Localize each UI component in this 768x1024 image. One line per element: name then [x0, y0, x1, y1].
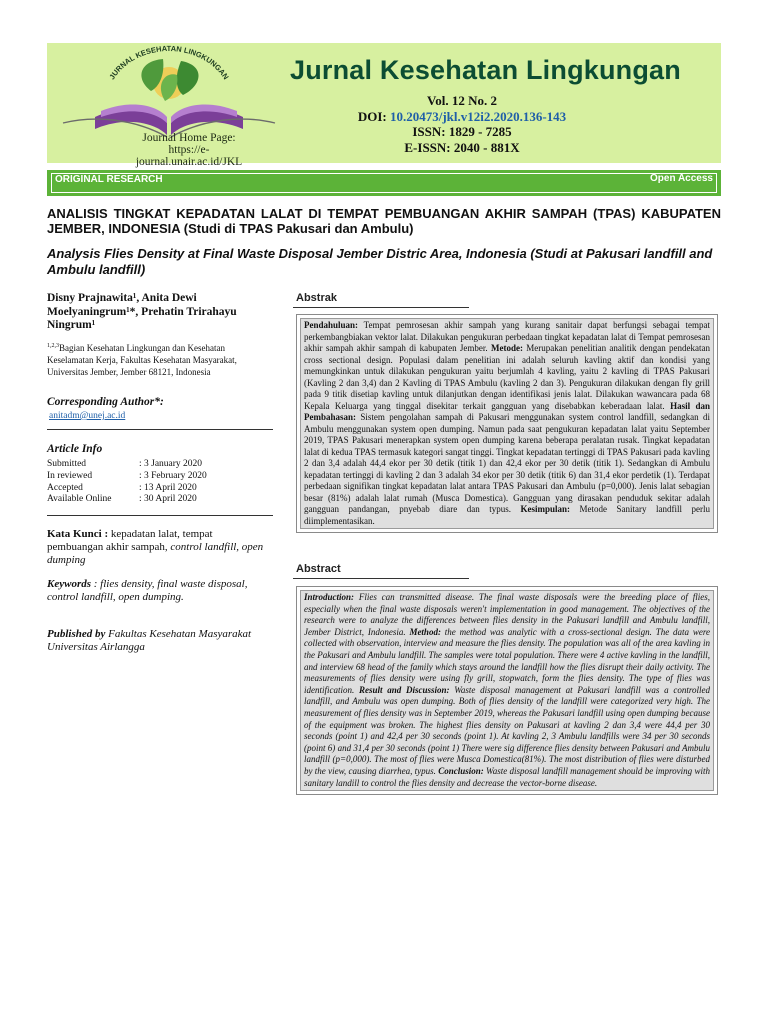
- article-type-band: [47, 170, 721, 196]
- article-info-row: [47, 459, 207, 471]
- section-text: Waste disposal landfill management should be improving with sanitary landill to control the flies density and decrease the vector-borne disease.: [304, 765, 710, 788]
- section-text: Waste disposal management at Pakusari landfill was a controlled landfill, and Ambulu was open dumping. Both of flies density of the landfill were categorized very high. The measurement of flies density was in September 2019, whereas the Pakusari landfill using open dumping because of the equipment was broken. The highest flies density on Pakusari at kavling 2 dan 3,4 were 44,4 per 30 seconds (point 1) and 42,4 per 30 seconds (point 1). At kavling 2, 3 Ambulu landfills were 34 per 30 seconds (point 6) and 31,4 per 30 seconds (point 1) There were sig difference flies density between Pakusari and Ambulu landfill (p=0,000). The most of flies were Musca Domestica(81%). The most distribution of flies were disturbed by the view, causing diarrhea, typus.: [304, 684, 710, 776]
- affiliation-text: Bagian Kesehatan Lingkungan dan Kesehatan Keselamatan Kerja, Fakultas Kesehatan Masyarakat, Universitas Jember, Jember 68121, Indonesia: [47, 342, 237, 377]
- title-id-sub: (Studi di TPAS Pakusari dan Ambulu): [183, 221, 414, 236]
- article-info-value: : 3 February 2020: [139, 470, 207, 481]
- article-info-value: : 3 January 2020: [139, 459, 203, 469]
- home-page-label: Journal Home Page:: [142, 132, 236, 144]
- journal-title: Jurnal Kesehatan Lingkungan: [290, 55, 681, 85]
- section-label: Metode:: [490, 343, 523, 353]
- abstrak-rule: [293, 307, 469, 308]
- section-label: Introduction:: [304, 592, 355, 602]
- kata-kunci-italic: control landfill, open dumping: [47, 541, 264, 566]
- abstract-heading: Abstract: [296, 563, 341, 575]
- kata-kunci-text: kepadatan lalat, tempat pembuangan akhir sampah,: [47, 528, 213, 553]
- open-access-label: Open Access: [650, 173, 713, 184]
- issn: ISSN: 1829 - 7285: [412, 124, 512, 139]
- article-info-key: Accepted: [47, 482, 83, 493]
- doi-label: DOI:: [357, 108, 387, 124]
- article-info-row: [47, 471, 207, 483]
- section-text: the method was analytic with a cross-sectional design. The data were collected with observation, interview and measure the flies density. The population was all of the area kavling in the Pakusari and Ambulu landfill. The samples were total population. There were 4 active kavling in the landfill, and interview 68 head of the family which stays around the landfill how the flies disrupt their daily activity. The measurements of flies density were using fly grill, stopwatch, form the flies density. The type of flies was identification.: [304, 626, 710, 695]
- divider: [47, 429, 273, 430]
- doi-line: [337, 109, 587, 125]
- published-text: Fakultas Kesehatan Masyarakat Universitas Airlangga: [47, 628, 252, 653]
- volume-issue: Vol. 12 No. 2: [427, 93, 497, 108]
- article-info-row: [47, 494, 207, 506]
- article-info-table: [47, 459, 207, 506]
- abstract-text: [300, 590, 714, 791]
- section-text: Metode Sanitary landfill perlu diimplementasikan.: [304, 504, 710, 526]
- section-label: Pendahuluan:: [304, 320, 359, 330]
- abstrak-text: [300, 318, 714, 529]
- section-text: Tempat pemrosesan akhir sampah yang kurang sanitair dapat berfungsi sebagai tempat perkembangbiakan vektor lalat. Dilakukan pengukuran perbedaan tingkat kepadatan lalat di Tempat pemrosesan akhir sampah akhir sampah di kabupaten Jember.: [304, 320, 710, 353]
- abstract-box: [296, 586, 718, 795]
- section-label: Result and Discussion:: [358, 684, 450, 695]
- published-label: Published by: [47, 628, 106, 640]
- section-text: Sistem pengolahan sampah di Pakusari menggunakan system control landfill, sedangkan di Ambulu menggunakan system open dumping. Namun pada saat pengukuran kepadatan lalat yaitu September 2019, TPAS Pakusari menerapkan system open dumping karena beberapa peralatan rusak. Tingkat kepadatan lalat di kedua TPAS termasuk kategori sangat tinggi. Tingkat kepadatan tertinggi di TPAS Pakusari pada kavling 2 dan 3,4 adalah 44,4 ekor per 30 detik (titik 1) dan 42,4 ekor per 30 detik (titik 1). Sedangkan di Ambulu kepadatan tertinggi di kavling 2 dan 3 adalah 34 ekor per 30 detik (titik 6) dan 31,4 ekor perdetik (1). Terdapat perbedaan signifikan tingkat kepadatan lalat antara TPAS Pakusari dan Ambulu (p=0,000). Jenis lalat sebagian besar (81%) adalah lalat rumah (Musca Domestica). Gangguan yang dirasakan penduduk sekitar adalah gangguan pandangan, pnyebab diare dan typus.: [304, 412, 710, 514]
- section-label: Hasil dan Pembahasan:: [304, 400, 711, 422]
- article-info-key: Available Online: [47, 494, 112, 505]
- section-label: Conclusion:: [438, 765, 484, 776]
- article-info-value: : 30 April 2020: [139, 494, 197, 505]
- keywords: [47, 578, 267, 604]
- section-text: Flies can transmitted disease. The final waste disposals were the breeding place of flies, especially when the final waste disposals weren't implementation in good management. The objectives of the research were to analyze the differences between flies density in the Pakusari landfill and Ambulu landfill, Jember District, Indonesia.: [304, 592, 710, 637]
- abstrak-heading: Abstrak: [296, 292, 337, 304]
- title-id-main: ANALISIS TINGKAT KEPADATAN LALAT DI TEMPAT PEMBUANGAN AKHIR SAMPAH (TPAS) KABUPATEN JEMBER, INDONESIA: [47, 206, 721, 236]
- kata-kunci-label: Kata Kunci :: [47, 528, 109, 540]
- home-page-url[interactable]: https://e-journal.unair.ac.id/JKL: [135, 144, 243, 168]
- article-type: ORIGINAL RESEARCH: [55, 174, 163, 185]
- article-title-english: Analysis Flies Density at Final Waste Disposal Jember Distric Area, Indonesia (Studi at Pakusari landfill and Ambulu landfill): [47, 246, 713, 277]
- article-info-row: [47, 483, 207, 495]
- left-column: [47, 292, 273, 653]
- corresponding-email[interactable]: anitadm@unej.ac.id: [49, 411, 126, 421]
- divider: [47, 515, 273, 516]
- abstrak-box: [296, 314, 718, 533]
- article-info-value: : 13 April 2020: [139, 482, 197, 493]
- article-info-key: In reviewed: [47, 470, 93, 481]
- section-text: Merupakan penelitian analitik dengan pendekatan cross sectional design. Populasi dalam penelitian ini adalah seluruh kavling aktif dan kondisi yang memungkinkan untuk dilakukan pengukuran yaitu berjumlah 4 kavling, yaitu 2 kavling di TPAS Pakusari (Kavling 2 dan 3,4) dan 2 Kavling di TPAS Ambulu (kavling 2 dan 3). Pengukuran dilakukan dengan fly grill pada 9 titik disetiap kavling untuk dilanjutkan dengan identifikasi jenis lalat. Dilakukan wawancara pada 68 Kepala Keluarga yang tinggal disekitar terkait gangguan yang disebabkan keberadaan lalat.: [304, 343, 710, 411]
- section-label: Kesimpulan:: [520, 504, 570, 514]
- section-label: Method:: [409, 626, 441, 637]
- article-info-key: Submitted: [47, 459, 87, 469]
- corresponding-author-label: Corresponding Author*:: [47, 396, 164, 408]
- affiliation: [47, 340, 273, 378]
- author-list: Disny Prajnawita¹, Anita Dewi Moelyaningrum¹*, Prehatin Trirahayu Ningrum¹: [47, 292, 237, 331]
- abstract-rule: [293, 578, 469, 579]
- article-title-indonesian: [47, 206, 721, 236]
- journal-header: [47, 43, 721, 168]
- keywords-text: : flies density, final waste disposal, control landfill, open dumping.: [47, 578, 248, 603]
- journal-meta: [337, 93, 587, 155]
- eissn: E-ISSN: 2040 - 881X: [404, 139, 520, 155]
- article-info-heading: Article Info: [47, 443, 103, 455]
- published-by: [47, 628, 273, 654]
- kata-kunci: [47, 528, 267, 567]
- doi-link[interactable]: 10.20473/jkl.v12i2.2020.136-143: [389, 108, 567, 124]
- journal-home-page: [119, 132, 259, 168]
- keywords-label: Keywords: [47, 578, 91, 590]
- logo-arc-text: JURNAL KESEHATAN LINGKUNGAN: [107, 45, 231, 82]
- affiliation-mark: 1,2,3: [47, 342, 59, 349]
